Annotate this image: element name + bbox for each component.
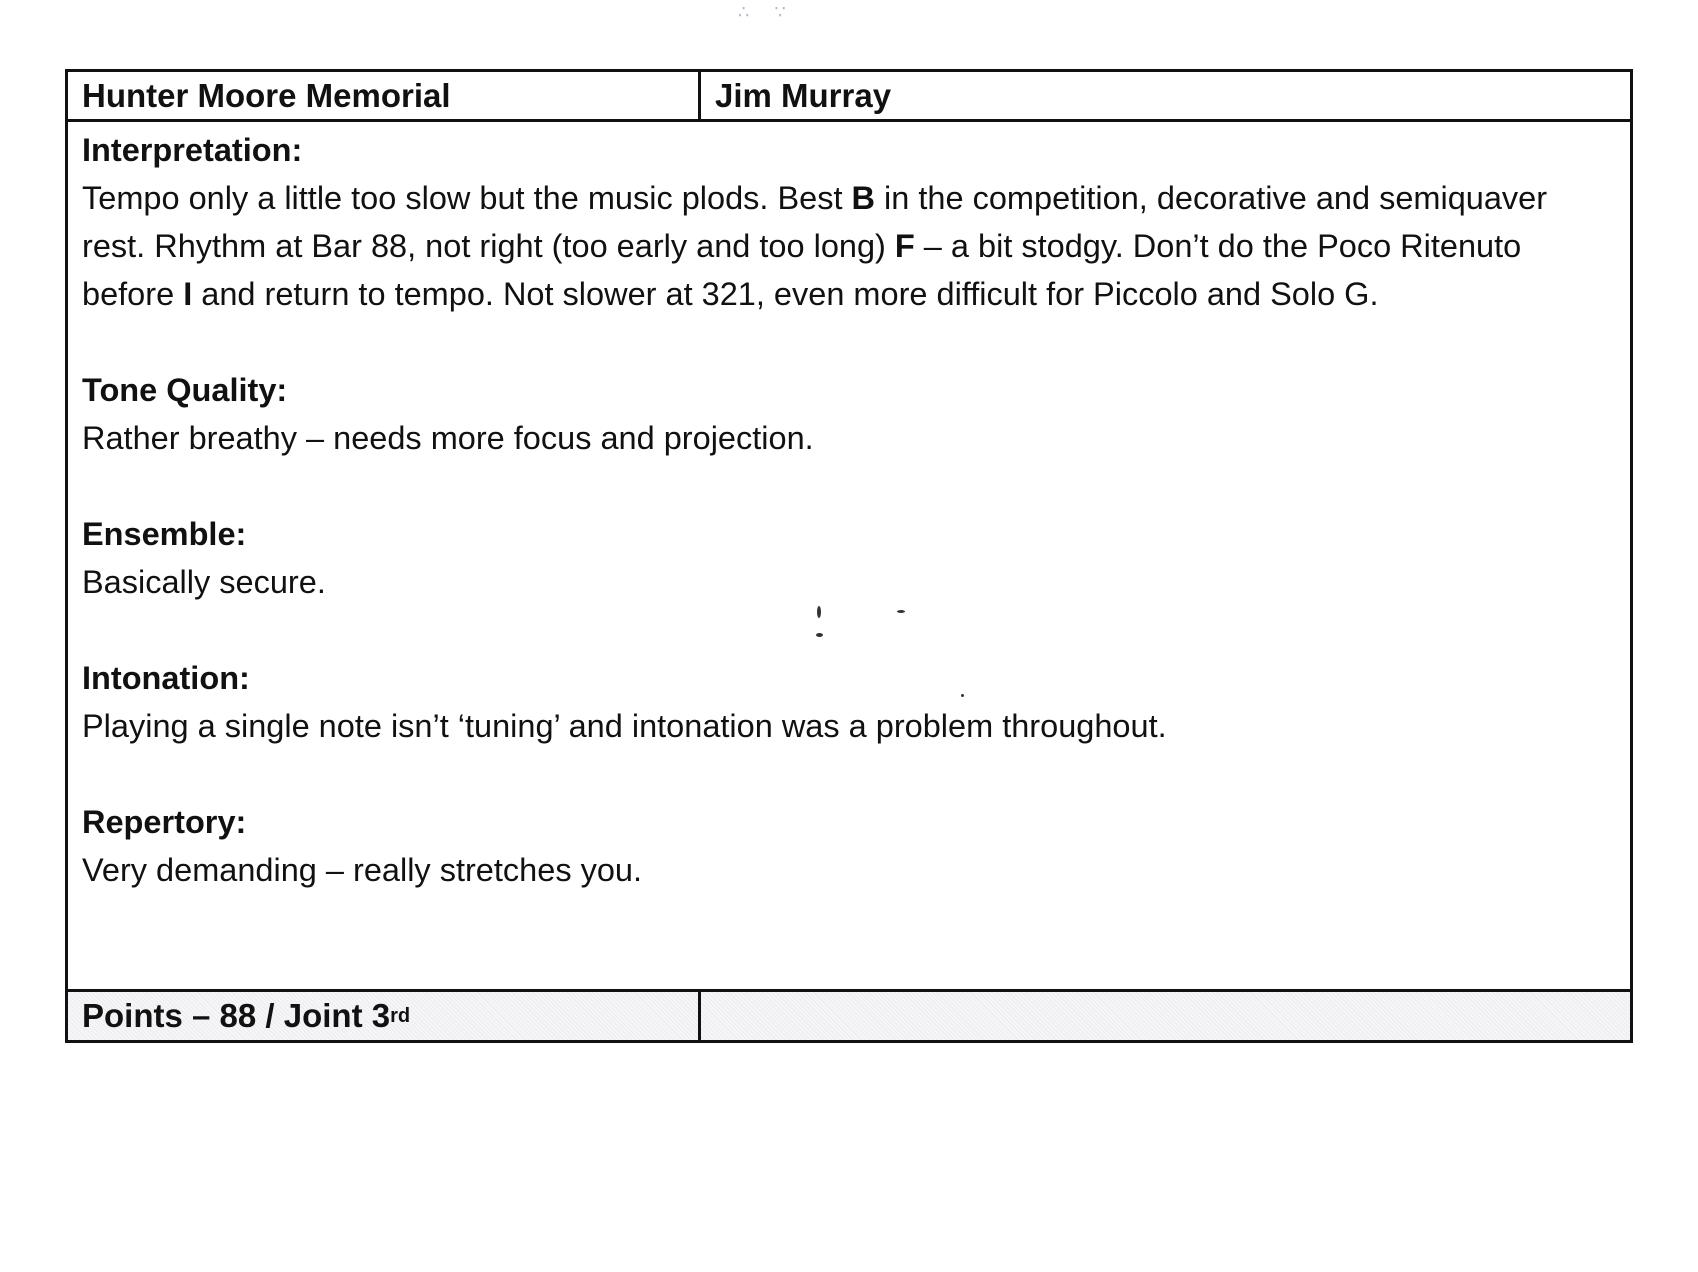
comment-text: and return to tempo. Not slower at 321, even more difficult for Piccolo and Solo G. <box>192 276 1379 312</box>
rehearsal-letter: B <box>851 180 876 216</box>
section-heading: Interpretation: <box>82 132 303 168</box>
rehearsal-letter: F <box>894 228 915 264</box>
comment-text: Playing a single note isn’t ‘tuning’ and intonation was a problem throughout. <box>82 708 1167 744</box>
comment-text: Rather breathy – needs more focus and projection. <box>82 420 814 456</box>
sheet-footer <box>68 989 1630 1040</box>
event-title: Hunter Moore Memorial <box>68 72 701 119</box>
comment-text: Tempo only a little too slow but the music plods. Best <box>82 180 852 216</box>
section-tonequality <box>82 366 1614 462</box>
scan-smudge: ∴ ∵ <box>738 2 796 22</box>
comment-text: Very demanding – really stretches you. <box>82 852 643 888</box>
section-heading: Ensemble: <box>82 516 247 552</box>
adjudicator-name: Jim Murray <box>715 76 892 114</box>
rehearsal-letter: I <box>183 276 193 312</box>
section-repertory <box>82 798 1614 894</box>
section-text <box>82 414 1614 462</box>
comments-body <box>68 122 1630 894</box>
section-text <box>82 846 1614 894</box>
section-heading: Tone Quality: <box>82 372 288 408</box>
points-result: Points – 88 / Joint 3 rd <box>68 992 701 1040</box>
section-intonation <box>82 654 1614 750</box>
sheet-header <box>68 72 1630 122</box>
comment-text: in the competition, decorative and semiquaver rest. Rhythm at Bar 88, not right (too early and too long) <box>82 180 1548 264</box>
footer-right-cell <box>701 992 1630 1040</box>
section-text <box>82 558 1614 606</box>
comment-text: Basically secure. <box>82 564 326 600</box>
section-heading: Intonation: <box>82 660 250 696</box>
section-text <box>82 702 1614 750</box>
comment-text: – a bit stodgy. Don’t do the Poco Ritenuto before <box>82 228 1522 312</box>
adjudication-sheet <box>65 69 1633 1043</box>
section-ensemble <box>82 510 1614 606</box>
points-label: Points – 88 / Joint 3 <box>82 997 391 1034</box>
section-interpretation <box>82 126 1614 318</box>
section-text <box>82 174 1614 318</box>
section-heading: Repertory: <box>82 804 247 840</box>
